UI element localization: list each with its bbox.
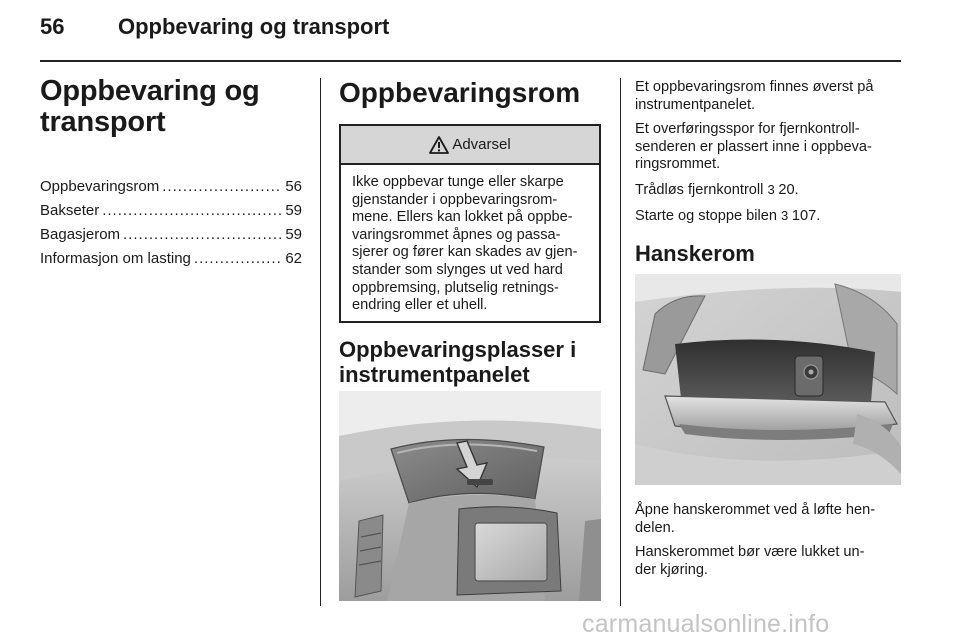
paragraph: Hanskerommet bør være lukket un- der kjøring. — [635, 544, 865, 578]
storage-description — [635, 79, 901, 232]
page-header — [40, 14, 900, 44]
paragraph: Åpne hanskerommet ved å løfte hen- delen. — [635, 502, 876, 536]
column-divider-left — [320, 78, 321, 606]
page-number: 56 — [40, 14, 65, 39]
toc-item-label: Bagasjerom — [40, 226, 121, 243]
page-ref-icon: 3 — [781, 207, 792, 223]
toc-item[interactable] — [40, 178, 302, 202]
toc-item[interactable] — [40, 202, 302, 226]
toc-leader — [194, 250, 282, 267]
page-ref-icon: 3 — [767, 181, 779, 197]
paragraph: Et oppbevaringsrom finnes øverst på instrumentpanelet. — [635, 79, 874, 113]
toc-leader — [102, 202, 282, 219]
glovebox-description — [635, 502, 901, 586]
table-of-contents — [40, 178, 302, 274]
paragraph: Starte og stoppe bilen 3 107. — [635, 207, 821, 224]
page-ref-link[interactable]: 20. — [778, 181, 799, 198]
toc-item-page: 59 — [285, 226, 302, 243]
glovebox-illustration — [635, 274, 901, 485]
toc-leader — [123, 226, 282, 243]
toc-item-page: 59 — [285, 202, 302, 219]
toc-item-page: 56 — [285, 178, 302, 195]
paragraph: Et overføringsspor for fjernkontroll- senderen er plassert inne i oppbeva- ringsrommet. — [635, 121, 872, 173]
paragraph: Trådløs fjernkontroll 3 20. — [635, 181, 799, 198]
watermark: carmanualsonline.info — [582, 610, 830, 638]
warning-triangle-icon — [429, 136, 449, 154]
header-rule — [40, 60, 901, 62]
warning-text: Ikke oppbevar tunge eller skarpe gjenstander i oppbevaringsrom- mene. Ellers kan lokket på oppbe- varingsrommet åpnes og passa- sjerer og fører kan skades av gjen- stander som slynges ut ved hard oppbremsing, plutselig retnings- endring eller et uhell. — [352, 174, 578, 314]
chapter-title: Oppbevaring og transport — [40, 75, 260, 138]
toc-item-label: Bakseter — [40, 202, 100, 219]
glovebox-title: Hanskerom — [635, 241, 755, 266]
toc-item[interactable] — [40, 250, 302, 274]
page-ref-link[interactable]: 107. — [791, 207, 821, 224]
dashboard-storage-illustration — [339, 391, 601, 601]
running-title: Oppbevaring og transport — [118, 14, 390, 39]
warning-header — [341, 126, 599, 165]
section-title: Oppbevaringsrom — [339, 77, 581, 108]
subsection-title: Oppbevaringsplasser i instrumentpanelet — [339, 337, 577, 387]
toc-leader — [162, 178, 282, 195]
warning-box — [339, 124, 601, 323]
toc-item-label: Informasjon om lasting — [40, 250, 191, 267]
toc-item-label: Oppbevaringsrom — [40, 178, 160, 195]
toc-item[interactable] — [40, 226, 302, 250]
column-divider-right — [620, 78, 621, 606]
toc-item-page: 62 — [285, 250, 302, 267]
warning-label: Advarsel — [452, 136, 511, 153]
